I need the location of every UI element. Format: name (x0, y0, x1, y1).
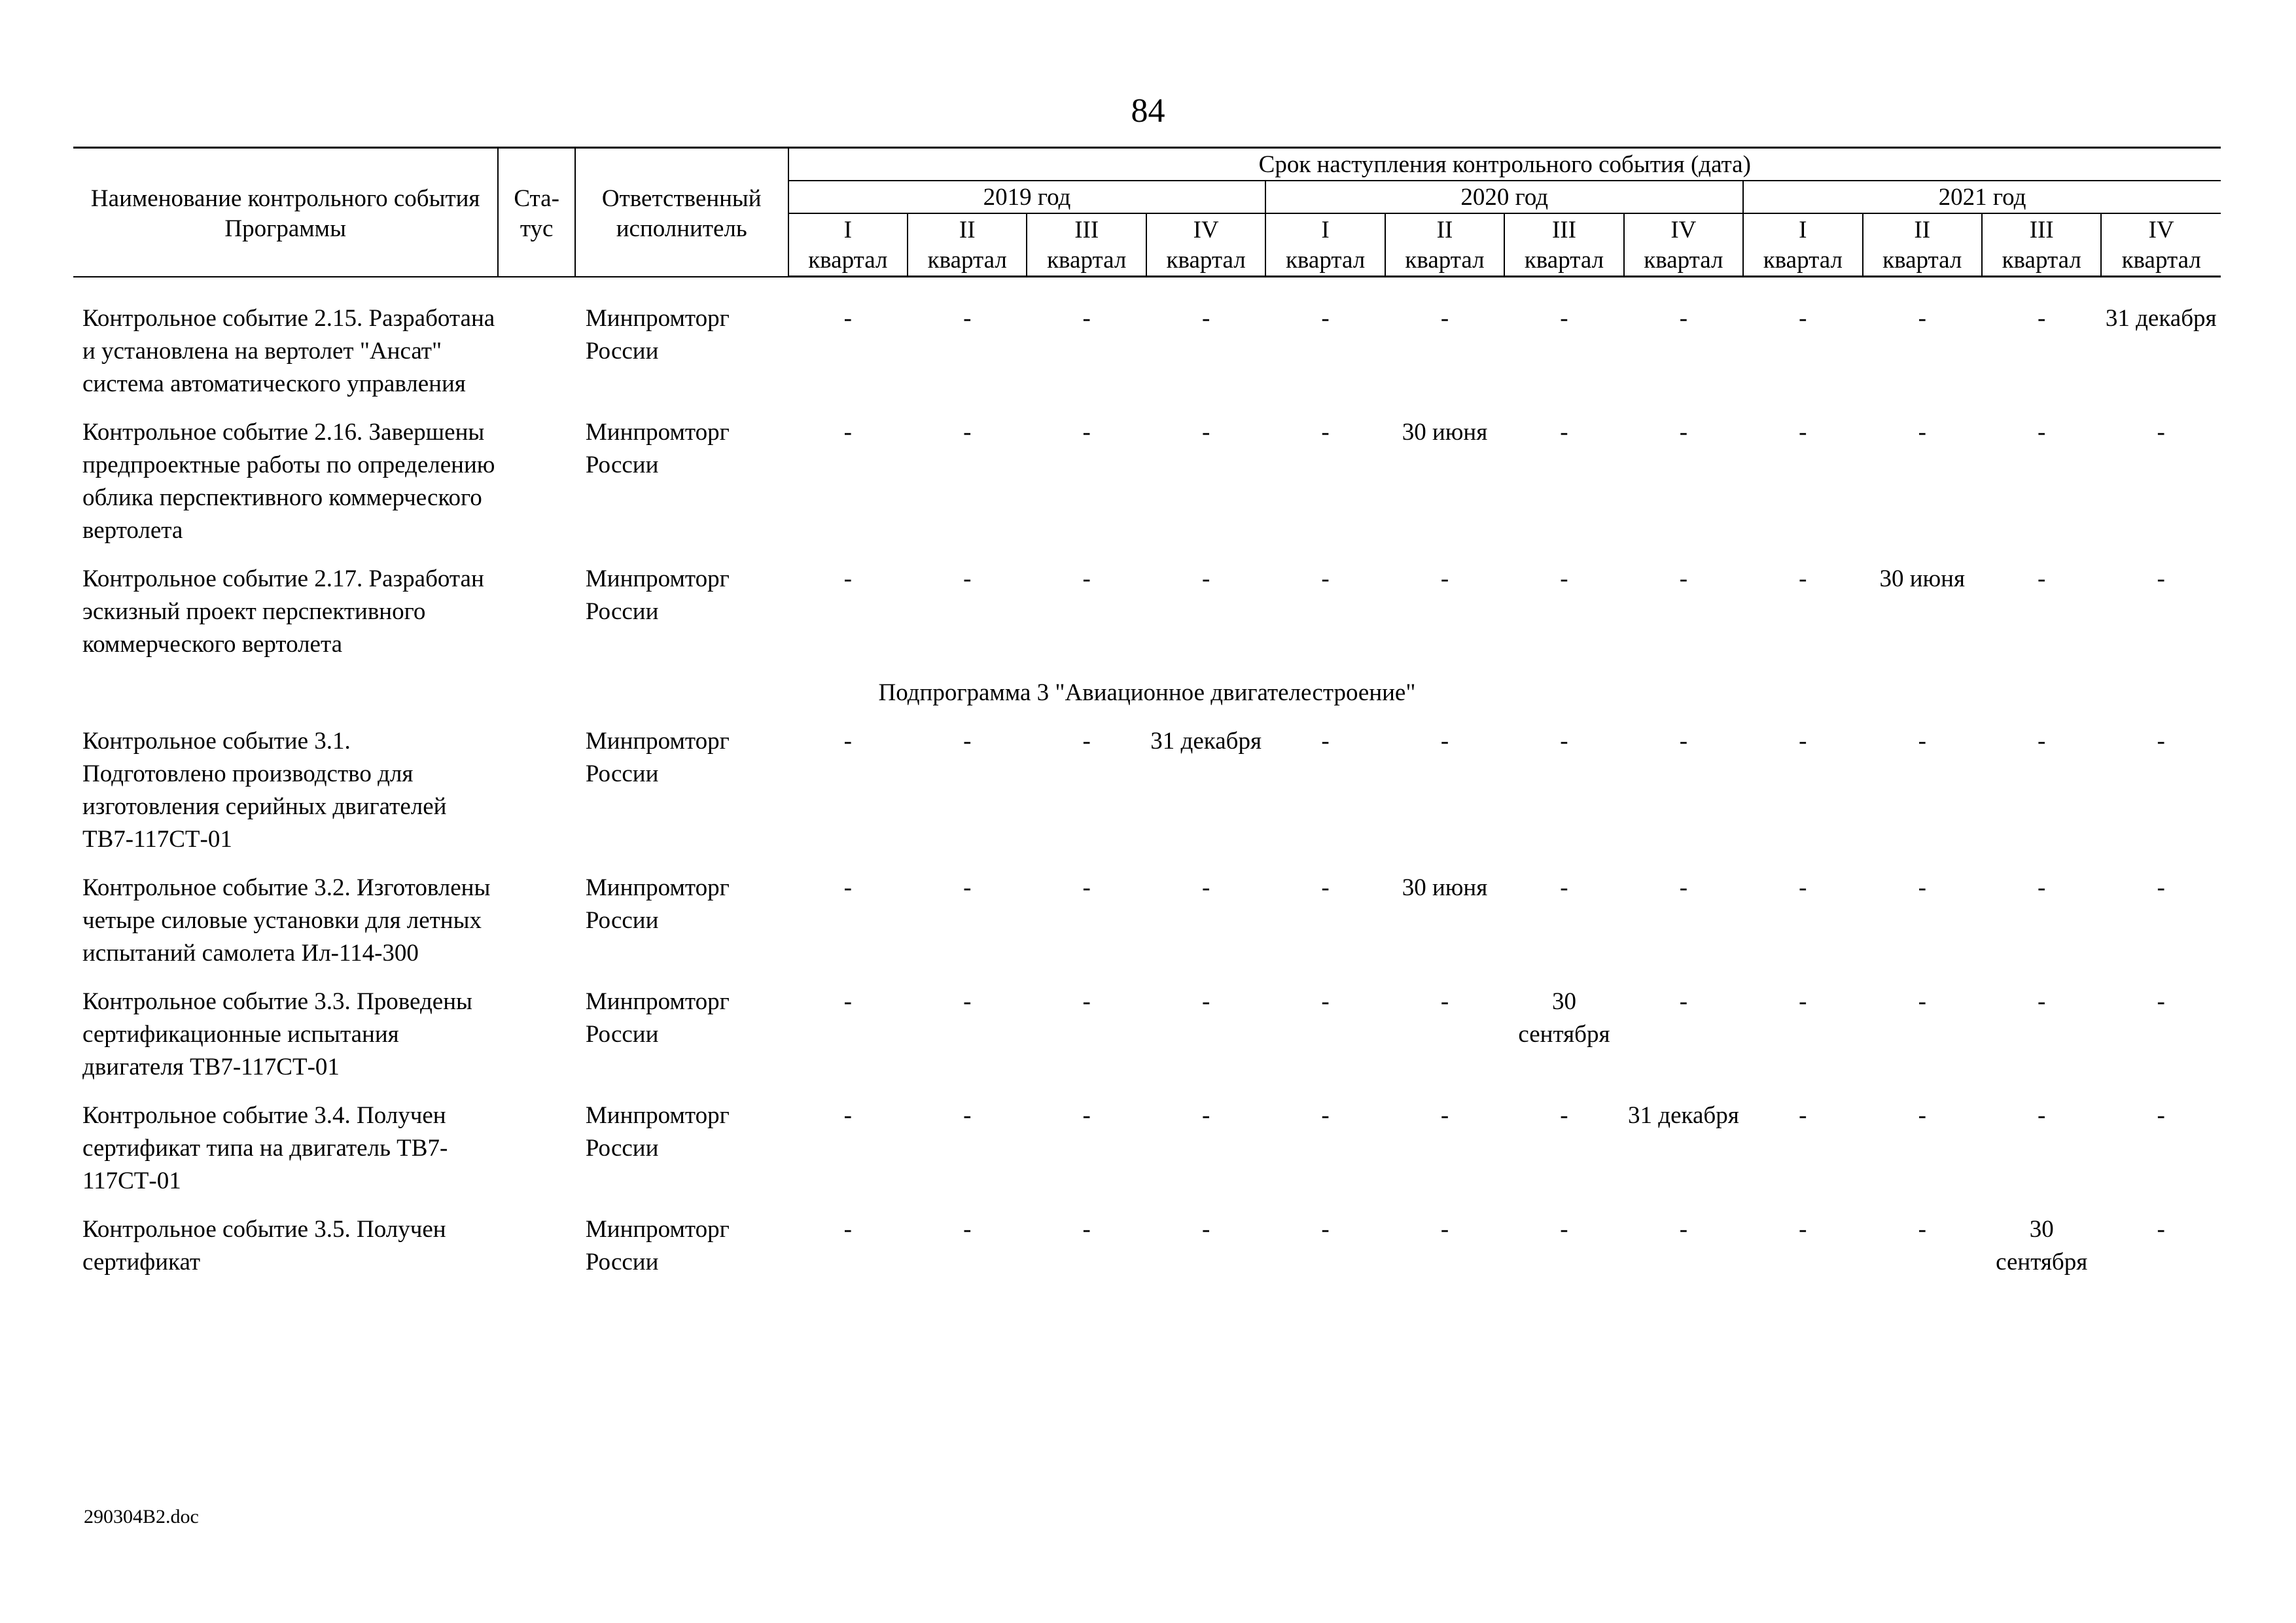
quarter-cell: - (1321, 565, 1330, 592)
quarter-cell: - (843, 305, 852, 332)
quarter-cell: - (843, 728, 852, 755)
header-quarter-word: квартал (1504, 245, 1623, 277)
header-quarter-numeral: I (1265, 213, 1385, 245)
quarter-cell: - (1201, 419, 1210, 446)
quarter-cell: 30 июня (1402, 419, 1488, 446)
quarter-cell: - (1918, 1216, 1926, 1243)
quarter-cell: - (1799, 1216, 1807, 1243)
quarter-cell: - (1560, 565, 1568, 592)
event-executor: Минпромторг России (585, 1102, 730, 1162)
header-quarter-word: квартал (908, 245, 1027, 277)
header-year: 2021 год (1743, 181, 2221, 213)
quarter-cell: - (1918, 1102, 1926, 1129)
quarter-cell: - (1560, 305, 1568, 332)
event-executor: Минпромторг России (585, 565, 730, 625)
subprogram-row (73, 677, 2221, 725)
table-row (73, 725, 2221, 872)
quarter-cell: - (2038, 1102, 2046, 1129)
header-quarter-word: квартал (1863, 245, 1982, 277)
header-quarter-word: квартал (1385, 245, 1504, 277)
quarter-cell: - (1799, 728, 1807, 755)
header-quarter-word: квартал (2101, 245, 2221, 277)
quarter-cell: - (963, 1102, 972, 1129)
event-name: Контрольное событие 3.4. Получен сертификат типа на двигатель ТВ7-117СТ-01 (82, 1102, 448, 1194)
quarter-cell: - (1321, 988, 1330, 1015)
quarter-cell: - (963, 305, 972, 332)
quarter-cell: - (1799, 874, 1807, 901)
header-quarter-numeral: II (1385, 213, 1504, 245)
quarter-cell: - (1560, 728, 1568, 755)
table-header (73, 148, 2221, 277)
header-event-name: Наименование контрольного события Программы (73, 148, 498, 277)
control-events-table (73, 147, 2221, 1294)
header-quarter-numeral: IV (1624, 213, 1743, 245)
quarter-cell: - (843, 1102, 852, 1129)
quarter-cell: - (1321, 305, 1330, 332)
quarter-cell: - (843, 419, 852, 446)
event-name: Контрольное событие 3.3. Проведены сертификационные испытания двигателя ТВ7-117СТ-01 (82, 988, 472, 1080)
quarter-cell: 30 июня (1879, 565, 1965, 592)
quarter-cell: - (1560, 874, 1568, 901)
quarter-cell: - (1082, 565, 1091, 592)
quarter-cell: - (1201, 305, 1210, 332)
quarter-cell: - (2038, 988, 2046, 1015)
event-name: Контрольное событие 3.1. Подготовлено производство для изготовления серийных двигателей ТВ7-117СТ-01 (82, 728, 447, 853)
quarter-cell: - (2157, 1216, 2165, 1243)
quarter-cell: - (2038, 305, 2046, 332)
quarter-cell: - (1321, 1216, 1330, 1243)
quarter-cell: - (1679, 988, 1688, 1015)
quarter-cell: - (843, 988, 852, 1015)
quarter-cell: - (1560, 1102, 1568, 1129)
table-row (73, 1099, 2221, 1213)
quarter-cell: - (1082, 728, 1091, 755)
header-spacer (73, 277, 2221, 303)
quarter-cell: - (963, 728, 972, 755)
quarter-cell: - (1679, 305, 1688, 332)
quarter-cell: - (1679, 1216, 1688, 1243)
quarter-cell: - (963, 874, 972, 901)
quarter-cell: - (1799, 1102, 1807, 1129)
quarter-cell: - (1321, 1102, 1330, 1129)
quarter-cell: - (1321, 419, 1330, 446)
header-quarter-word: квартал (1027, 245, 1146, 277)
quarter-cell: - (2038, 419, 2046, 446)
header-quarter-word: квартал (788, 245, 908, 277)
quarter-cell: - (963, 1216, 972, 1243)
quarter-cell: - (1918, 728, 1926, 755)
header-quarter-numeral: II (908, 213, 1027, 245)
table-body (73, 277, 2221, 1295)
quarter-cell: - (963, 419, 972, 446)
quarter-cell: - (1679, 874, 1688, 901)
event-status (498, 302, 575, 416)
page-number: 84 (1131, 92, 1165, 130)
header-quarter-numeral: IV (1146, 213, 1265, 245)
quarter-cell: - (1799, 988, 1807, 1015)
quarter-cell: - (1918, 874, 1926, 901)
document-code: 290304В2.doc (84, 1506, 199, 1527)
quarter-cell: - (1440, 1102, 1449, 1129)
quarter-cell: - (2157, 988, 2165, 1015)
quarter-cell: - (1679, 419, 1688, 446)
quarter-cell: - (1799, 419, 1807, 446)
event-status (498, 563, 575, 677)
quarter-cell: - (963, 988, 972, 1015)
quarter-cell: - (1918, 419, 1926, 446)
quarter-cell: - (1440, 565, 1449, 592)
quarter-cell: - (1082, 874, 1091, 901)
event-name: Контрольное событие 2.15. Разработана и установлена на вертолет "Ансат" система автоматического управления (82, 305, 495, 397)
quarter-cell: - (1201, 1216, 1210, 1243)
quarter-cell: 30 июня (1402, 874, 1488, 901)
quarter-cell: - (2157, 565, 2165, 592)
header-quarter-numeral: III (1504, 213, 1623, 245)
event-status (498, 1099, 575, 1213)
event-status (498, 986, 575, 1099)
event-name: Контрольное событие 2.16. Завершены предпроектные работы по определению облика перспективного коммерческого вертолета (82, 419, 495, 544)
quarter-cell: - (2157, 419, 2165, 446)
event-status (498, 872, 575, 986)
quarter-cell: - (1799, 565, 1807, 592)
event-status (498, 1213, 575, 1294)
quarter-cell: 31 декабря (1150, 728, 1262, 755)
quarter-cell: - (1082, 419, 1091, 446)
table-row (73, 563, 2221, 677)
event-name: Контрольное событие 3.5. Получен сертификат (82, 1216, 446, 1275)
quarter-cell: - (1679, 565, 1688, 592)
quarter-cell: 30 сентября (1996, 1216, 2088, 1275)
quarter-cell: - (1440, 305, 1449, 332)
event-executor: Минпромторг России (585, 874, 730, 934)
quarter-cell: - (1321, 874, 1330, 901)
header-quarter-numeral: I (1743, 213, 1862, 245)
quarter-cell: - (2157, 728, 2165, 755)
header-year: 2019 год (788, 181, 1266, 213)
quarter-cell: - (1321, 728, 1330, 755)
header-quarter-word: квартал (1146, 245, 1265, 277)
header-status: Ста-тус (498, 148, 575, 277)
quarter-cell: - (1560, 419, 1568, 446)
quarter-cell: - (2038, 565, 2046, 592)
header-executor: Ответственный исполнитель (575, 148, 788, 277)
header-year: 2020 год (1265, 181, 1743, 213)
quarter-cell: - (2157, 874, 2165, 901)
quarter-cell: - (1440, 1216, 1449, 1243)
table-row (73, 302, 2221, 416)
quarter-cell: - (1201, 565, 1210, 592)
subprogram-title: Подпрограмма 3 "Авиационное двигателестроение" (878, 679, 1416, 706)
quarter-cell: - (1560, 1216, 1568, 1243)
quarter-cell: - (1440, 988, 1449, 1015)
quarter-cell: 30 сентября (1518, 988, 1610, 1048)
header-quarter-numeral: I (788, 213, 908, 245)
header-quarter-numeral: III (1982, 213, 2101, 245)
quarter-cell: - (1201, 988, 1210, 1015)
table-row (73, 872, 2221, 986)
event-executor: Минпромторг России (585, 419, 730, 478)
quarter-cell: - (843, 565, 852, 592)
quarter-cell: - (1679, 728, 1688, 755)
header-quarter-word: квартал (1743, 245, 1862, 277)
table-row (73, 416, 2221, 563)
quarter-cell: - (1918, 988, 1926, 1015)
quarter-cell: - (1440, 728, 1449, 755)
event-executor: Минпромторг России (585, 988, 730, 1048)
quarter-cell: - (2038, 874, 2046, 901)
header-quarter-numeral: III (1027, 213, 1146, 245)
quarter-cell: - (1918, 305, 1926, 332)
header-quarter-word: квартал (1624, 245, 1743, 277)
quarter-cell: - (1082, 1102, 1091, 1129)
quarter-cell: - (1201, 874, 1210, 901)
header-quarter-word: квартал (1265, 245, 1385, 277)
event-status (498, 725, 575, 872)
quarter-cell: - (1201, 1102, 1210, 1129)
quarter-cell: 31 декабря (1628, 1102, 1739, 1129)
quarter-cell: - (2157, 1102, 2165, 1129)
event-executor: Минпромторг России (585, 305, 730, 365)
table-row (73, 986, 2221, 1099)
header-quarter-numeral: II (1863, 213, 1982, 245)
event-executor: Минпромторг России (585, 728, 730, 787)
header-deadline: Срок наступления контрольного события (дата) (788, 148, 2221, 181)
event-status (498, 416, 575, 563)
quarter-cell: - (1799, 305, 1807, 332)
quarter-cell: - (2038, 728, 2046, 755)
event-executor: Минпромторг России (585, 1216, 730, 1275)
quarter-cell: - (1082, 305, 1091, 332)
header-quarter-numeral: IV (2101, 213, 2221, 245)
quarter-cell: - (843, 1216, 852, 1243)
table-row (73, 1213, 2221, 1294)
quarter-cell: 31 декабря (2105, 305, 2217, 332)
header-quarter-word: квартал (1982, 245, 2101, 277)
quarter-cell: - (843, 874, 852, 901)
quarter-cell: - (1082, 988, 1091, 1015)
quarter-cell: - (1082, 1216, 1091, 1243)
event-name: Контрольное событие 3.2. Изготовлены четыре силовые установки для летных испытаний самолета Ил-114-300 (82, 874, 491, 967)
event-name: Контрольное событие 2.17. Разработан эскизный проект перспективного коммерческого вертолета (82, 565, 484, 658)
quarter-cell: - (963, 565, 972, 592)
